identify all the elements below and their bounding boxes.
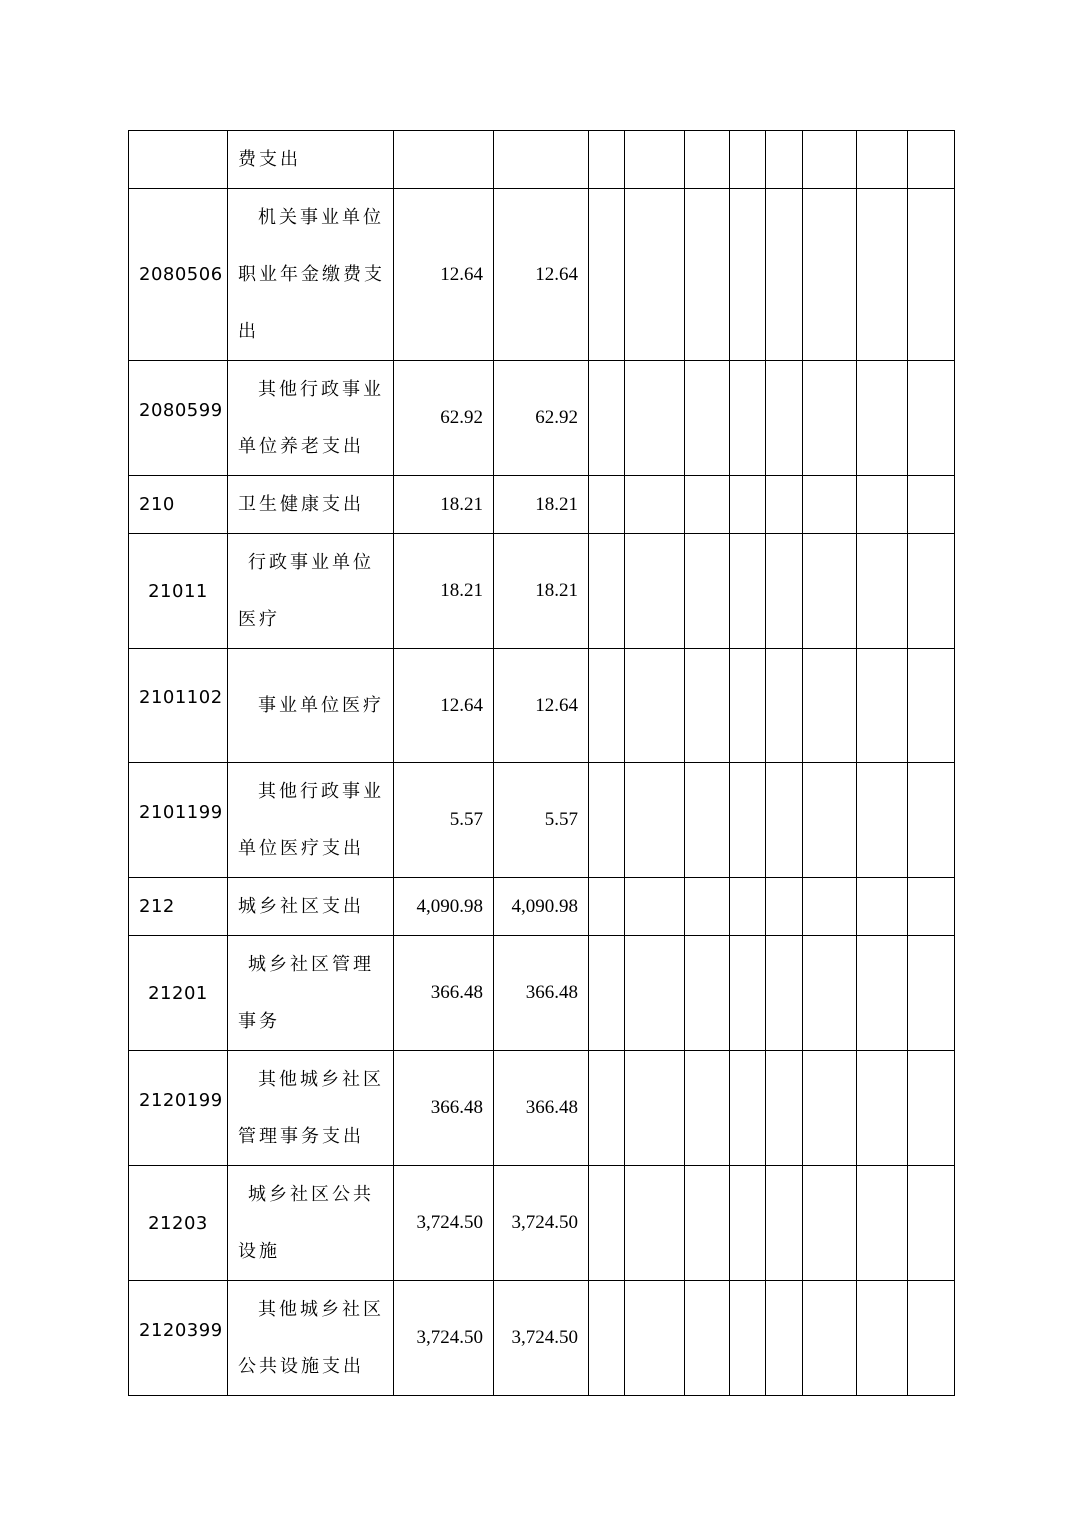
empty-cell bbox=[857, 649, 908, 763]
empty-cell bbox=[589, 131, 625, 189]
code-cell: 21203 bbox=[129, 1166, 228, 1281]
name-cell: 城乡社区管理事务 bbox=[228, 936, 394, 1051]
empty-cell bbox=[625, 1281, 685, 1396]
empty-cell bbox=[857, 189, 908, 361]
amount-cell: 3,724.50 bbox=[394, 1281, 494, 1396]
amount-cell: 366.48 bbox=[494, 936, 589, 1051]
empty-cell bbox=[766, 1051, 803, 1166]
empty-cell bbox=[589, 763, 625, 878]
empty-cell bbox=[589, 878, 625, 936]
empty-cell bbox=[857, 361, 908, 476]
name-cell: 卫生健康支出 bbox=[228, 476, 394, 534]
empty-cell bbox=[625, 361, 685, 476]
amount-cell: 5.57 bbox=[394, 763, 494, 878]
amount-cell: 62.92 bbox=[394, 361, 494, 476]
table-row bbox=[129, 189, 955, 361]
empty-cell bbox=[730, 189, 766, 361]
name-cell: 机关事业单位职业年金缴费支出 bbox=[228, 189, 394, 361]
empty-cell bbox=[730, 534, 766, 649]
amount-cell: 366.48 bbox=[494, 1051, 589, 1166]
empty-cell bbox=[766, 878, 803, 936]
empty-cell bbox=[908, 361, 955, 476]
code-cell: 210 bbox=[129, 476, 228, 534]
empty-cell bbox=[685, 361, 730, 476]
empty-cell bbox=[908, 1166, 955, 1281]
empty-cell bbox=[685, 476, 730, 534]
empty-cell bbox=[908, 476, 955, 534]
empty-cell bbox=[908, 189, 955, 361]
empty-cell bbox=[766, 361, 803, 476]
empty-cell bbox=[766, 763, 803, 878]
table-row bbox=[129, 1166, 955, 1281]
budget-table bbox=[128, 130, 955, 1396]
empty-cell bbox=[730, 476, 766, 534]
empty-cell bbox=[589, 1166, 625, 1281]
name-cell: 费支出 bbox=[228, 131, 394, 189]
empty-cell bbox=[908, 763, 955, 878]
empty-cell bbox=[625, 1166, 685, 1281]
code-cell: 21011 bbox=[129, 534, 228, 649]
name-cell: 城乡社区公共设施 bbox=[228, 1166, 394, 1281]
empty-cell bbox=[589, 361, 625, 476]
empty-cell bbox=[685, 534, 730, 649]
empty-cell bbox=[685, 936, 730, 1051]
empty-cell bbox=[589, 476, 625, 534]
empty-cell bbox=[589, 1281, 625, 1396]
amount-cell: 4,090.98 bbox=[494, 878, 589, 936]
empty-cell bbox=[625, 534, 685, 649]
empty-cell bbox=[908, 1051, 955, 1166]
amount-cell: 18.21 bbox=[494, 476, 589, 534]
amount-cell: 5.57 bbox=[494, 763, 589, 878]
empty-cell bbox=[625, 189, 685, 361]
code-cell: 2120399 bbox=[129, 1281, 228, 1396]
amount-cell: 12.64 bbox=[494, 189, 589, 361]
empty-cell bbox=[766, 1166, 803, 1281]
table-row bbox=[129, 361, 955, 476]
empty-cell bbox=[685, 1166, 730, 1281]
empty-cell bbox=[685, 131, 730, 189]
empty-cell bbox=[857, 534, 908, 649]
amount-cell: 12.64 bbox=[394, 189, 494, 361]
empty-cell bbox=[857, 763, 908, 878]
empty-cell bbox=[589, 1051, 625, 1166]
empty-cell bbox=[908, 1281, 955, 1396]
name-cell: 城乡社区支出 bbox=[228, 878, 394, 936]
empty-cell bbox=[589, 936, 625, 1051]
empty-cell bbox=[625, 649, 685, 763]
empty-cell bbox=[730, 361, 766, 476]
table-row bbox=[129, 1281, 955, 1396]
empty-cell bbox=[803, 1281, 857, 1396]
table-row bbox=[129, 131, 955, 189]
empty-cell bbox=[908, 878, 955, 936]
empty-cell bbox=[730, 649, 766, 763]
empty-cell bbox=[625, 936, 685, 1051]
empty-cell bbox=[857, 476, 908, 534]
empty-cell bbox=[625, 878, 685, 936]
empty-cell bbox=[589, 534, 625, 649]
amount-cell: 3,724.50 bbox=[494, 1281, 589, 1396]
table-row bbox=[129, 534, 955, 649]
empty-cell bbox=[857, 1166, 908, 1281]
empty-cell bbox=[803, 1166, 857, 1281]
empty-cell bbox=[803, 361, 857, 476]
empty-cell bbox=[803, 878, 857, 936]
empty-cell bbox=[730, 1051, 766, 1166]
amount-cell: 18.21 bbox=[394, 534, 494, 649]
table-row bbox=[129, 476, 955, 534]
code-cell: 2120199 bbox=[129, 1051, 228, 1166]
empty-cell bbox=[625, 131, 685, 189]
name-cell: 行政事业单位医疗 bbox=[228, 534, 394, 649]
empty-cell bbox=[908, 936, 955, 1051]
empty-cell bbox=[766, 131, 803, 189]
empty-cell bbox=[803, 1051, 857, 1166]
empty-cell bbox=[685, 763, 730, 878]
empty-cell bbox=[730, 936, 766, 1051]
empty-cell bbox=[766, 1281, 803, 1396]
name-cell: 其他城乡社区公共设施支出 bbox=[228, 1281, 394, 1396]
empty-cell bbox=[730, 1281, 766, 1396]
empty-cell bbox=[766, 534, 803, 649]
code-cell: 2101199 bbox=[129, 763, 228, 878]
table-row bbox=[129, 649, 955, 763]
name-cell: 其他行政事业单位养老支出 bbox=[228, 361, 394, 476]
table-row bbox=[129, 878, 955, 936]
empty-cell bbox=[625, 763, 685, 878]
code-cell: 21201 bbox=[129, 936, 228, 1051]
amount-cell bbox=[494, 131, 589, 189]
empty-cell bbox=[803, 763, 857, 878]
empty-cell bbox=[730, 878, 766, 936]
empty-cell bbox=[908, 131, 955, 189]
code-cell: 2101102 bbox=[129, 649, 228, 763]
empty-cell bbox=[730, 763, 766, 878]
amount-cell: 18.21 bbox=[494, 534, 589, 649]
amount-cell: 4,090.98 bbox=[394, 878, 494, 936]
table-row bbox=[129, 763, 955, 878]
empty-cell bbox=[803, 476, 857, 534]
amount-cell: 12.64 bbox=[494, 649, 589, 763]
code-cell bbox=[129, 131, 228, 189]
amount-cell: 12.64 bbox=[394, 649, 494, 763]
empty-cell bbox=[685, 878, 730, 936]
empty-cell bbox=[685, 1051, 730, 1166]
amount-cell: 366.48 bbox=[394, 936, 494, 1051]
empty-cell bbox=[625, 1051, 685, 1166]
empty-cell bbox=[730, 131, 766, 189]
amount-cell: 366.48 bbox=[394, 1051, 494, 1166]
amount-cell bbox=[394, 131, 494, 189]
empty-cell bbox=[857, 131, 908, 189]
amount-cell: 18.21 bbox=[394, 476, 494, 534]
empty-cell bbox=[685, 189, 730, 361]
empty-cell bbox=[803, 936, 857, 1051]
empty-cell bbox=[589, 649, 625, 763]
amount-cell: 3,724.50 bbox=[494, 1166, 589, 1281]
code-cell: 212 bbox=[129, 878, 228, 936]
empty-cell bbox=[857, 1051, 908, 1166]
empty-cell bbox=[730, 1166, 766, 1281]
name-cell: 其他行政事业单位医疗支出 bbox=[228, 763, 394, 878]
code-cell: 2080506 bbox=[129, 189, 228, 361]
empty-cell bbox=[685, 649, 730, 763]
empty-cell bbox=[766, 649, 803, 763]
table-row bbox=[129, 936, 955, 1051]
empty-cell bbox=[857, 878, 908, 936]
empty-cell bbox=[685, 1281, 730, 1396]
empty-cell bbox=[857, 936, 908, 1051]
name-cell: 其他城乡社区管理事务支出 bbox=[228, 1051, 394, 1166]
name-cell: 事业单位医疗 bbox=[228, 649, 394, 763]
empty-cell bbox=[766, 189, 803, 361]
empty-cell bbox=[908, 534, 955, 649]
empty-cell bbox=[766, 476, 803, 534]
code-cell: 2080599 bbox=[129, 361, 228, 476]
empty-cell bbox=[908, 649, 955, 763]
empty-cell bbox=[803, 649, 857, 763]
empty-cell bbox=[766, 936, 803, 1051]
amount-cell: 3,724.50 bbox=[394, 1166, 494, 1281]
table-row bbox=[129, 1051, 955, 1166]
empty-cell bbox=[857, 1281, 908, 1396]
empty-cell bbox=[803, 131, 857, 189]
empty-cell bbox=[625, 476, 685, 534]
empty-cell bbox=[589, 189, 625, 361]
empty-cell bbox=[803, 189, 857, 361]
amount-cell: 62.92 bbox=[494, 361, 589, 476]
empty-cell bbox=[803, 534, 857, 649]
